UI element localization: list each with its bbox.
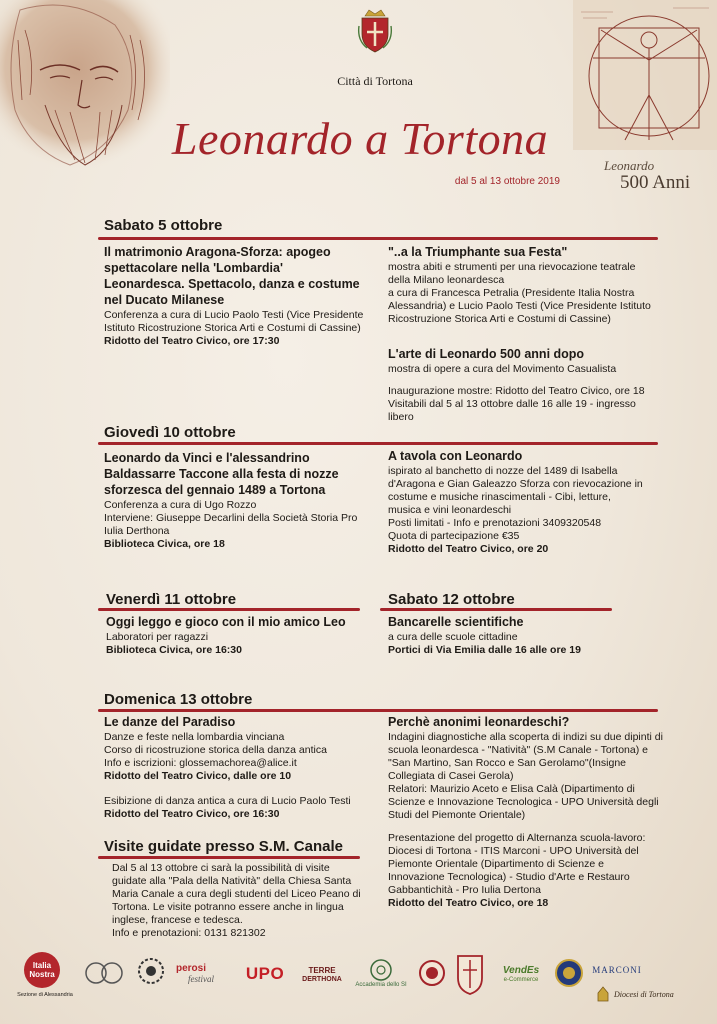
event-anonimi-leonardeschi: [388, 714, 663, 910]
school-seal-logo: [554, 958, 584, 988]
event-detail: Relatori: Maurizio Aceto e Elisa Calà (Dipartimento di Scienze e Innovazione Tecnologica - UPO Università degli Studi del Piemonte Orientale): [388, 783, 659, 821]
event-title: A tavola con Leonardo: [388, 449, 523, 463]
event-arte-leonardo: [388, 346, 660, 424]
event-matrimonio: [104, 244, 366, 348]
leonardo-portrait-sketch: [0, 0, 170, 170]
accademia-icon: [369, 958, 393, 982]
event-detail: ispirato al banchetto di nozze del 1489 di Isabella d'Aragona e Gian Galeazzo Sforza con rievocazione in costume e musiche rinascimentali - Cibi, letture, musica e vini leonardeschi: [388, 465, 643, 516]
anniversary-script: Leonardo: [604, 158, 655, 173]
italia-nostra-subtitle: Sezione di Alessandria: [17, 992, 73, 998]
section-divider: [98, 856, 360, 859]
event-detail: a cura di Francesca Petralia (Presidente Italia Nostra Alessandria) e Lucio Paolo Testi (Vice Presidente Istituto Ricostruzione Storica Arti e Costumi di Cassine): [388, 287, 651, 325]
event-title: Oggi leggo e gioco con il mio amico Leo: [106, 615, 346, 629]
event-detail: Conferenza a cura di Lucio Paolo Testi (Vice Presidente Istituto Ricostruzione Storica Arti e Costumi di Cassine): [104, 309, 364, 334]
commerce-text: e-Commerce: [503, 976, 539, 983]
accademia-text: Accademia dello SI: [355, 982, 407, 988]
italia-nostra-logo: [24, 952, 60, 988]
event-detail: Laboratori per ragazzi: [106, 631, 209, 643]
perosi-text: perosi: [176, 963, 207, 974]
section-divider: [98, 608, 360, 611]
terre-derthona-logo: [296, 962, 348, 988]
event-oggi-leggo: [106, 614, 368, 657]
event-venue: Ridotto del Teatro Civico, ore 17:30: [104, 335, 280, 347]
perosi-festival-logo: [176, 962, 234, 986]
heading-visite-guidate: Visite guidate presso S.M. Canale: [104, 838, 343, 855]
section-divider: [98, 442, 658, 445]
derthona-text: DERTHONA: [302, 976, 342, 983]
event-title: Perchè anonimi leonardeschi?: [388, 715, 570, 729]
event-detail: Corso di ricostruzione storica della danza antica: [104, 744, 327, 756]
event-detail: Indagini diagnostiche alla scoperta di indizi su due dipinti di scuola leonardesca - "Natività" (S.M Canale - Tortona) e "San Martino, San Rocco e San Gerolamo"(Insigne Collegiata di Casei Gerola): [388, 731, 663, 782]
section-divider: [98, 709, 658, 712]
festival-text: festival: [188, 974, 214, 984]
event-detail: Info e iscrizioni: glossemachorea@alice.it: [104, 757, 297, 769]
diocese-crest-logo: [454, 950, 486, 996]
event-title: L'arte di Leonardo 500 anni dopo: [388, 347, 585, 361]
heading-fri-11: Venerdì 11 ottobre: [106, 591, 237, 608]
vitruvian-man-sketch: [573, 0, 717, 150]
event-detail: Conferenza a cura di Ugo Rozzo: [104, 499, 257, 511]
event-detail: Posti limitati - Info e prenotazioni 3409320548: [388, 517, 602, 529]
event-visite-guidate: [112, 862, 362, 940]
heading-sat-12: Sabato 12 ottobre: [388, 591, 515, 608]
event-a-tavola: [388, 448, 643, 556]
mitre-icon: [596, 986, 610, 1002]
main-title: Leonardo a Tortona: [171, 113, 549, 164]
event-title: "..a la Triumphante sua Festa": [388, 245, 568, 259]
anniversary-mark: [590, 158, 710, 198]
ancient-music-logo: [136, 956, 166, 988]
anniversary-text: 500 Anni: [620, 172, 691, 193]
event-title: Bancarelle scientifiche: [388, 615, 524, 629]
vendes-logo: [496, 960, 546, 988]
diocesi-logo: [596, 984, 706, 1004]
event-detail: Quota di partecipazione €35: [388, 530, 520, 542]
event-detail: a cura delle scuole cittadine: [388, 631, 518, 643]
event-detail: Inaugurazione mostre: Ridotto del Teatro Civico, ore 18: [388, 385, 645, 397]
event-dates: dal 5 al 13 ottobre 2019: [454, 176, 560, 187]
event-taccone: [104, 450, 366, 551]
association-logo: [82, 956, 126, 990]
terre-text: TERRE: [308, 966, 336, 975]
seal-logo: [418, 958, 446, 988]
event-detail: mostra abiti e strumenti per una rievocazione teatrale della Milano leonardesca: [388, 261, 636, 286]
event-bancarelle: [388, 614, 660, 657]
event-venue: Ridotto del Teatro Civico, dalle ore 10: [104, 770, 292, 782]
event-venue: Ridotto del Teatro Civico, ore 18: [388, 897, 549, 909]
event-title: Il matrimonio Aragona-Sforza: apogeo spettacolare nella 'Lombardia' Leonardesca. Spettacolo, danza e costume nel Ducato Milanese: [104, 245, 360, 307]
event-detail: mostra di opere a cura del Movimento Casualista: [388, 363, 617, 375]
event-detail: Info e prenotazioni: 0131 821302: [112, 927, 266, 939]
section-divider: [380, 608, 612, 611]
event-venue: Biblioteca Civica, ore 16:30: [106, 644, 242, 656]
upo-text: UPO: [245, 964, 285, 983]
vendes-text: VendEs: [502, 964, 540, 976]
event-detail: Dal 5 al 13 ottobre ci sarà la possibilità di visite guidate alla "Pala della Natività" della Chiesa Santa Maria Canale a cura degli studenti del Liceo Peano di Tortona. Le visite potranno essere anche in lingua inglese, francese e tedesca.: [112, 862, 361, 926]
tortona-crest-icon: [357, 8, 393, 54]
heading-sun-13: Domenica 13 ottobre: [104, 691, 253, 708]
marconi-logo: [594, 962, 640, 978]
event-detail: Presentazione del progetto di Alternanza scuola-lavoro: Diocesi di Tortona - ITIS Marconi - UPO Università del Piemonte Orientale (Dipartimento di Scienze e Innovazione Tecnologica) - Studio d'Arte e Restauro Gabbantichità - Pro Iulia Dertona: [388, 832, 646, 896]
event-danze-paradiso: [104, 714, 366, 821]
event-title: Le danze del Paradiso: [104, 715, 236, 729]
event-detail: Esibizione di danza antica a cura di Lucio Paolo Testi: [104, 795, 351, 807]
event-triumphante: [388, 244, 660, 326]
event-detail: Interviene: Giuseppe Decarlini della Società Storia Pro Iulia Derthona: [104, 512, 358, 537]
event-detail: Visitabili dal 5 al 13 ottobre dalle 16 alle 19 - ingresso libero: [388, 398, 636, 423]
heading-sat-5: Sabato 5 ottobre: [104, 217, 223, 234]
event-venue: Portici di Via Emilia dalle 16 alle ore 19: [388, 644, 581, 656]
accademia-logo: [352, 952, 410, 994]
upo-logo: [240, 963, 290, 985]
italia-nostra-text: Italia Nostra: [29, 961, 55, 979]
city-name: Città di Tortona: [337, 74, 413, 88]
event-venue: Ridotto del Teatro Civico, ore 20: [388, 543, 549, 555]
event-venue: Ridotto del Teatro Civico, ore 16:30: [104, 808, 280, 820]
event-title: Leonardo da Vinci e l'alessandrino Baldassarre Taccone alla festa di nozze sforzesca del gennaio 1489 a Tortona: [104, 451, 339, 497]
section-divider: [98, 237, 658, 240]
event-venue: Biblioteca Civica, ore 18: [104, 538, 225, 550]
heading-thu-10: Giovedì 10 ottobre: [104, 424, 236, 441]
event-detail: Danze e feste nella lombardia vinciana: [104, 731, 285, 743]
marconi-text: MARCONI: [592, 965, 642, 975]
diocesi-text: Diocesi di Tortona: [614, 989, 674, 999]
